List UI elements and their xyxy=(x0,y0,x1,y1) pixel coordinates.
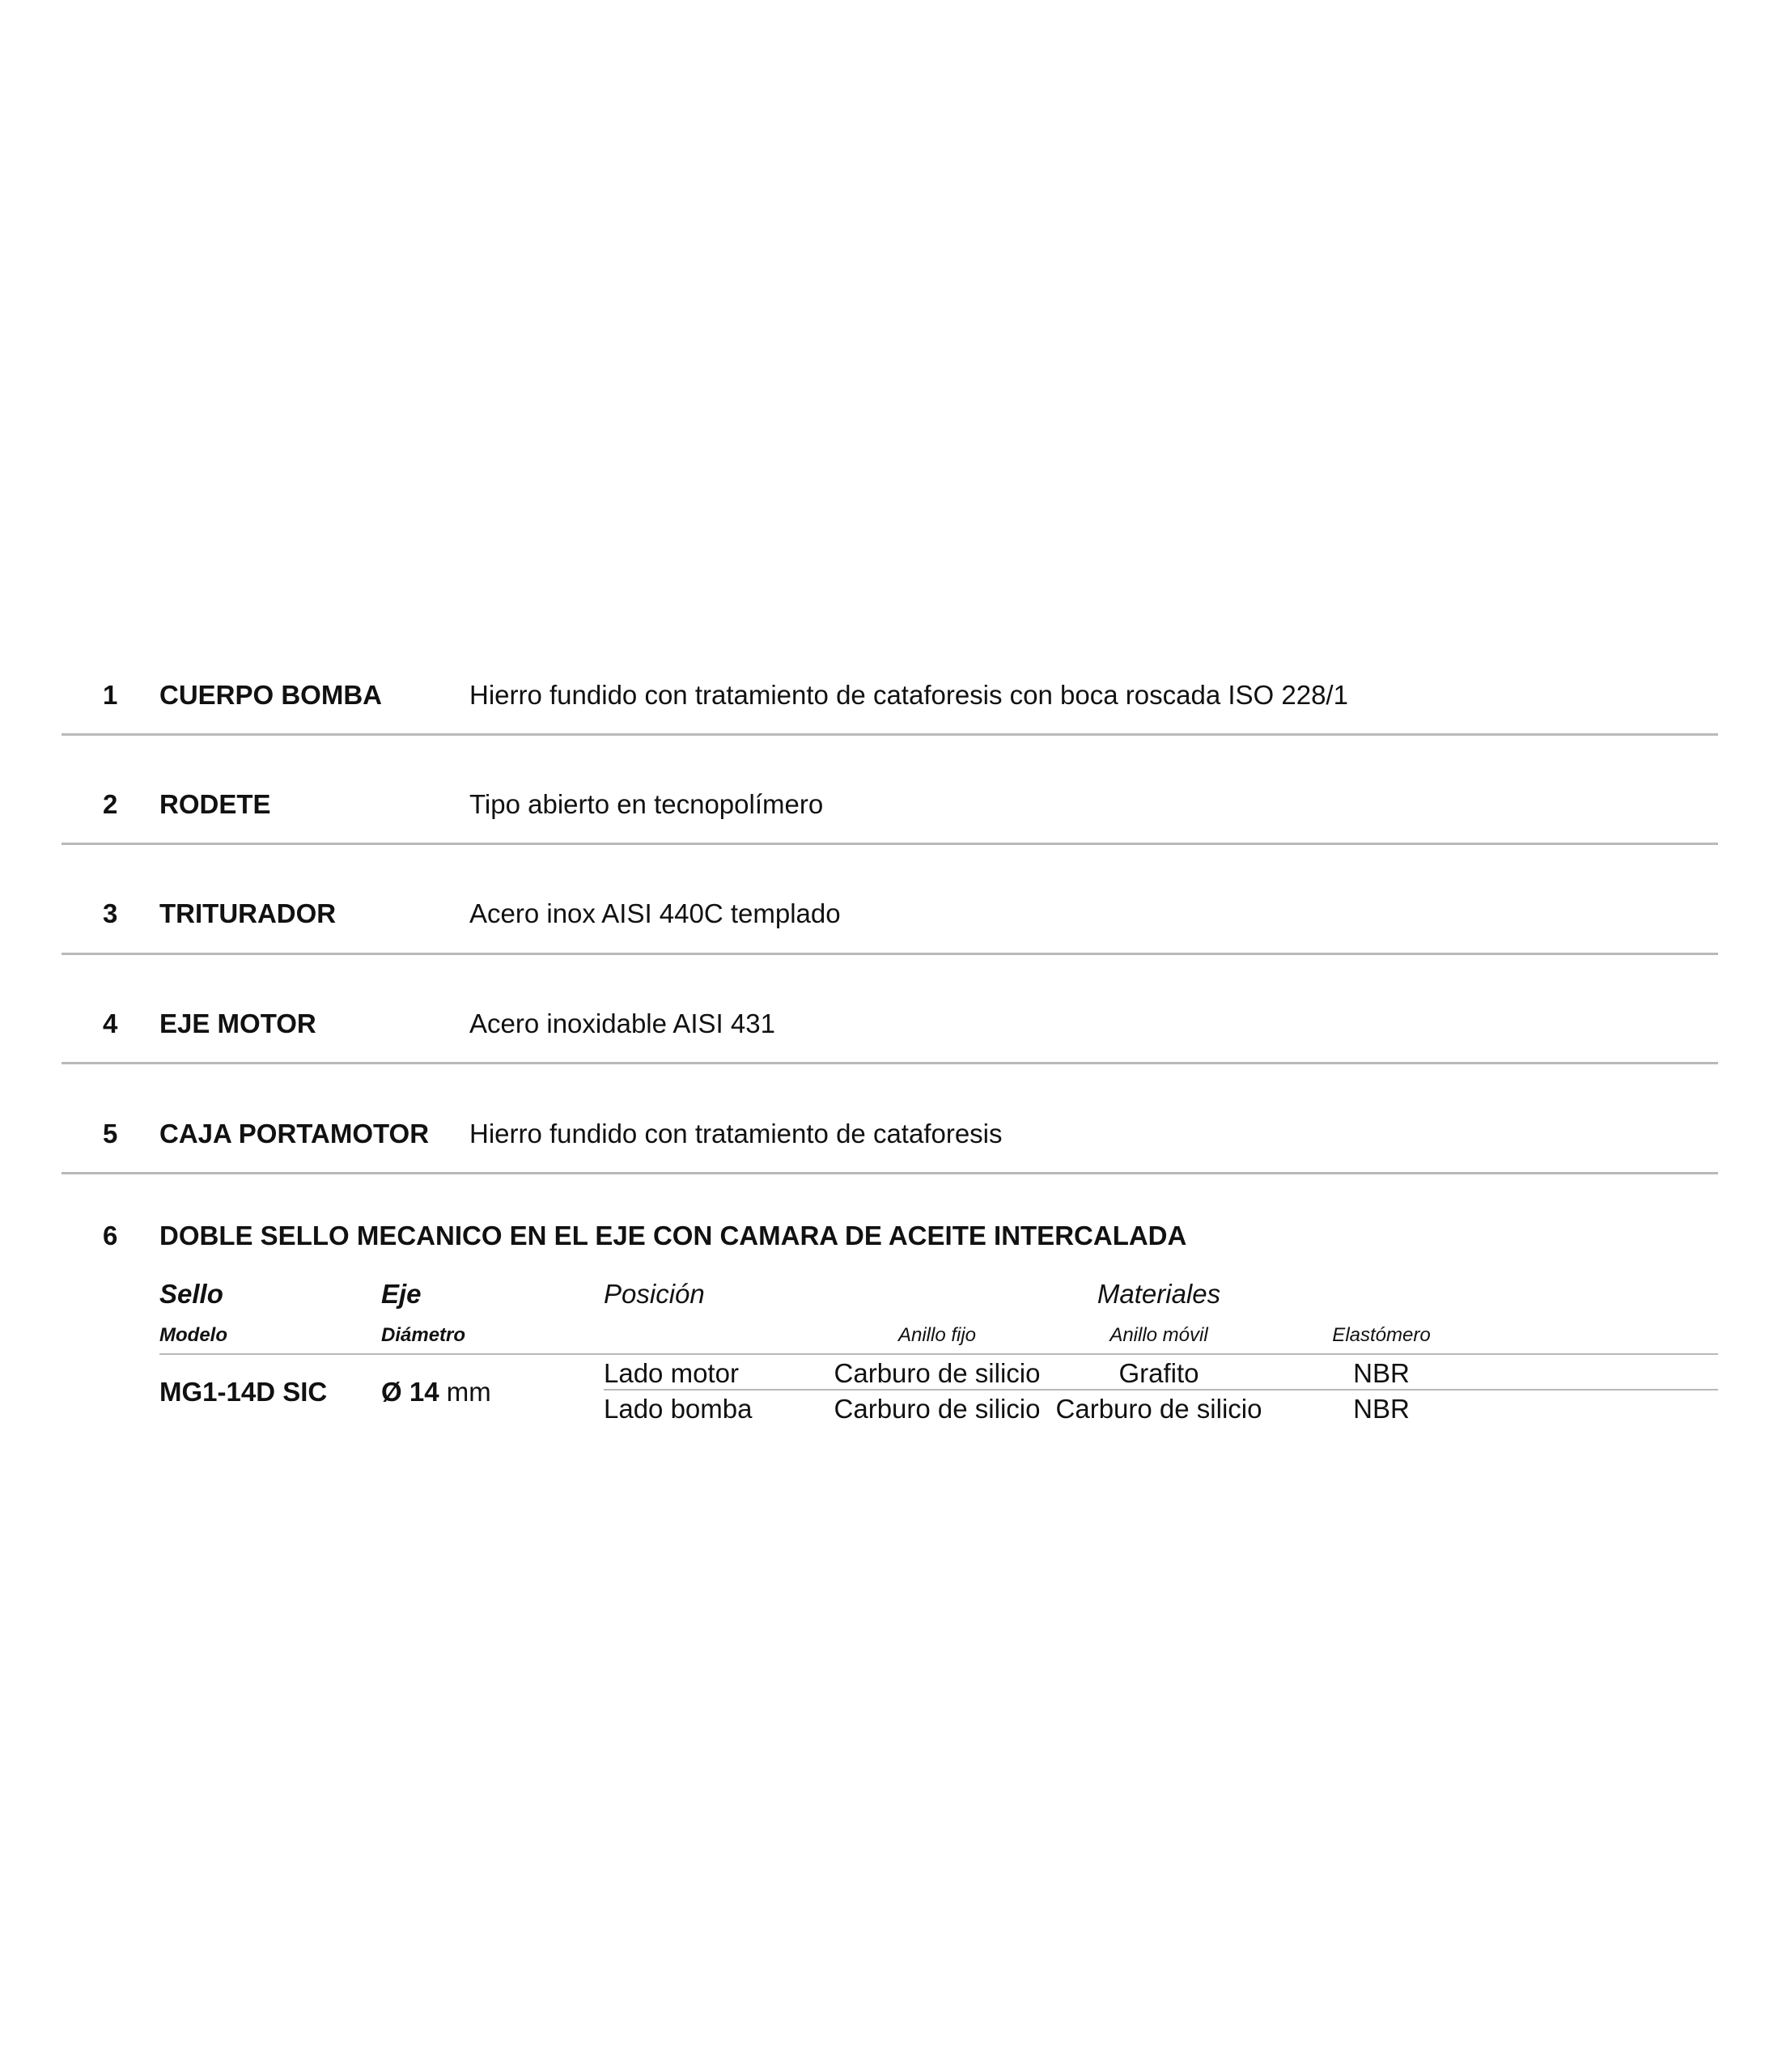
header-modelo: Modelo xyxy=(159,1324,227,1346)
divider xyxy=(62,843,1718,845)
component-description: Tipo abierto en tecnopolímero xyxy=(469,789,824,819)
header-elastomero: Elastómero xyxy=(1332,1324,1431,1346)
header-eje: Eje xyxy=(381,1279,422,1309)
row-divider xyxy=(604,1389,1718,1391)
fixed-ring-cell: Carburo de silicio xyxy=(834,1394,1041,1424)
header-materiales: Materiales xyxy=(1097,1279,1221,1309)
position-cell: Lado motor xyxy=(604,1358,739,1388)
table-header-divider xyxy=(159,1353,1718,1355)
component-description: Hierro fundido con tratamiento de cataforesis con boca roscada ISO 228/1 xyxy=(469,680,1348,710)
header-anillo-movil: Anillo móvil xyxy=(1110,1324,1208,1346)
fixed-ring-cell: Carburo de silicio xyxy=(834,1358,1041,1388)
divider xyxy=(62,953,1718,955)
header-diametro: Diámetro xyxy=(381,1324,466,1346)
component-description: Hierro fundido con tratamiento de cataforesis xyxy=(469,1119,1003,1149)
component-number: 1 xyxy=(103,680,118,710)
elastomer-cell: NBR xyxy=(1353,1394,1410,1424)
component-name: RODETE xyxy=(159,789,271,819)
divider xyxy=(62,733,1718,736)
component-description: Acero inoxidable AISI 431 xyxy=(469,1008,775,1038)
component-name: CAJA PORTAMOTOR xyxy=(159,1119,430,1149)
component-row xyxy=(62,1094,1718,1204)
header-anillo-fijo: Anillo fijo xyxy=(897,1324,977,1346)
component-number: 3 xyxy=(103,898,118,928)
seal-section-number: 6 xyxy=(103,1221,118,1250)
position-cell: Lado bomba xyxy=(604,1394,753,1424)
seal-section-title: DOBLE SELLO MECANICO EN EL EJE CON CAMARA DE ACEITE INTERCALADA xyxy=(159,1221,1187,1250)
component-description: Acero inox AISI 440C templado xyxy=(469,898,841,928)
component-row xyxy=(62,656,1718,766)
component-name: TRITURADOR xyxy=(159,898,337,928)
component-row xyxy=(62,984,1718,1094)
diameter-unit: mm xyxy=(446,1377,491,1407)
component-number: 4 xyxy=(103,1008,118,1038)
diameter-value: Ø 14 xyxy=(381,1377,439,1407)
component-name: CUERPO BOMBA xyxy=(159,680,383,710)
elastomer-cell: NBR xyxy=(1353,1358,1410,1388)
divider xyxy=(62,1172,1718,1174)
component-number: 5 xyxy=(103,1119,118,1149)
component-row xyxy=(62,765,1718,875)
header-posicion: Posición xyxy=(604,1279,705,1309)
moving-ring-cell: Grafito xyxy=(1118,1358,1199,1388)
moving-ring-cell: Carburo de silicio xyxy=(1055,1394,1262,1424)
divider xyxy=(62,1062,1718,1064)
component-row xyxy=(62,874,1718,984)
component-name: EJE MOTOR xyxy=(159,1008,316,1038)
shaft-diameter xyxy=(381,1377,491,1408)
seal-model: MG1-14D SIC xyxy=(159,1377,328,1407)
header-sello: Sello xyxy=(159,1279,223,1309)
component-number: 2 xyxy=(103,789,118,819)
